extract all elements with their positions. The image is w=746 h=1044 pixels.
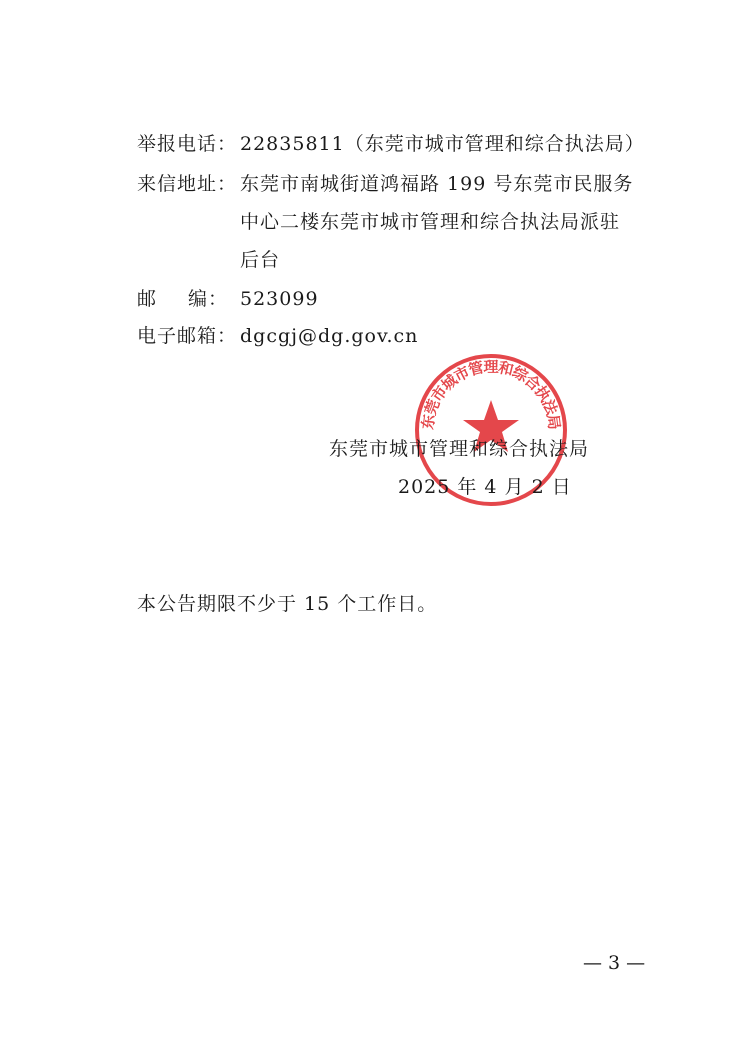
address-line-1: 东莞市南城街道鸿福路 199 号东莞市民服务 [240,173,634,195]
seal-text: 东莞市城市管理和综合执法局 [418,357,564,431]
address-line-2: 中心二楼东莞市城市管理和综合执法局派驻 [240,211,621,233]
address-line-3: 后台 [240,249,281,271]
postcode-label-b: 编： [188,288,229,310]
postcode-label [137,287,240,311]
signature-date: 2025 年 4 月 2 日 [398,476,572,498]
email-value: dgcgj@dg.gov.cn [240,325,419,347]
phone-row [137,132,645,156]
address-row [137,172,633,196]
address-label: 来信地址： [137,173,238,195]
email-row [137,324,418,348]
postcode-label-a: 邮 [137,288,158,310]
email-label: 电子邮箱： [137,325,238,347]
signature-org: 东莞市城市管理和综合执法局 [329,438,590,460]
page-number: — 3 — [583,952,646,974]
phone-label: 举报电话： [137,133,238,155]
phone-value: 22835811（东莞市城市管理和综合执法局） [240,133,645,155]
postcode-row [137,287,319,311]
notice-text: 本公告期限不少于 15 个工作日。 [137,593,438,615]
postcode-value: 523099 [240,288,319,310]
